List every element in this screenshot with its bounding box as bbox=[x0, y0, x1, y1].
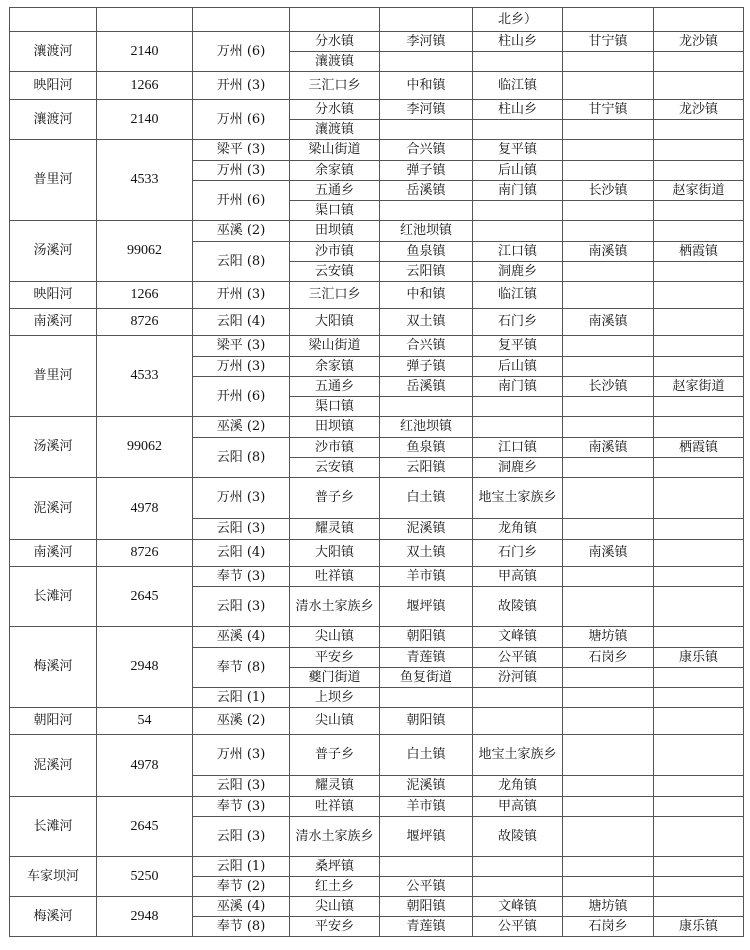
town-cell bbox=[563, 478, 654, 519]
town-cell bbox=[563, 587, 654, 627]
town-cell: 吐祥镇 bbox=[290, 567, 380, 587]
town-cell: 吐祥镇 bbox=[290, 797, 380, 817]
river-name-cell: 汤溪河 bbox=[10, 417, 97, 478]
county-cell: 万州 (6) bbox=[193, 100, 290, 140]
town-cell bbox=[473, 857, 563, 877]
county-cell: 云阳 (3) bbox=[193, 817, 290, 857]
town-cell bbox=[654, 140, 744, 161]
town-cell bbox=[473, 417, 563, 438]
town-cell: 合兴镇 bbox=[380, 140, 473, 161]
town-cell: 泥溪镇 bbox=[380, 519, 473, 540]
town-cell bbox=[654, 221, 744, 242]
town-cell: 复平镇 bbox=[473, 140, 563, 161]
town-cell: 平安乡 bbox=[290, 917, 380, 937]
town-cell: 洞鹿乡 bbox=[473, 458, 563, 478]
town-cell: 文峰镇 bbox=[473, 897, 563, 917]
county-cell: 云阳 (8) bbox=[193, 438, 290, 478]
table-row bbox=[10, 309, 744, 336]
table-row bbox=[10, 72, 744, 100]
county-cell: 奉节 (3) bbox=[193, 567, 290, 587]
town-cell: 瀼渡镇 bbox=[290, 52, 380, 72]
town-cell: 复平镇 bbox=[473, 336, 563, 357]
basin-area-cell: 54 bbox=[97, 708, 193, 735]
table-row bbox=[10, 478, 744, 519]
basin-area-cell: 4978 bbox=[97, 478, 193, 540]
town-cell: 双土镇 bbox=[380, 309, 473, 336]
county-cell: 奉节 (2) bbox=[193, 877, 290, 897]
river-name-cell: 普里河 bbox=[10, 336, 97, 417]
basin-area-cell: 2140 bbox=[97, 32, 193, 72]
town-cell: 朝阳镇 bbox=[380, 708, 473, 735]
county-cell: 开州 (3) bbox=[193, 72, 290, 100]
county-cell: 梁平 (3) bbox=[193, 336, 290, 357]
town-cell bbox=[380, 201, 473, 221]
town-cell bbox=[654, 478, 744, 519]
river-name-cell: 汤溪河 bbox=[10, 221, 97, 282]
town-cell: 故陵镇 bbox=[473, 587, 563, 627]
town-cell bbox=[563, 857, 654, 877]
town-cell: 分水镇 bbox=[290, 32, 380, 52]
town-cell bbox=[473, 708, 563, 735]
town-cell: 中和镇 bbox=[380, 72, 473, 100]
town-cell: 北乡） bbox=[473, 8, 563, 32]
town-cell: 石岗乡 bbox=[563, 917, 654, 937]
town-cell: 双土镇 bbox=[380, 540, 473, 567]
county-cell: 万州 (3) bbox=[193, 478, 290, 519]
river-name-cell: 瀼渡河 bbox=[10, 32, 97, 72]
town-cell: 江口镇 bbox=[473, 438, 563, 458]
town-cell: 故陵镇 bbox=[473, 817, 563, 857]
town-cell: 瀼渡镇 bbox=[290, 120, 380, 140]
river-name-cell: 长滩河 bbox=[10, 567, 97, 627]
town-cell bbox=[563, 52, 654, 72]
town-cell: 鱼泉镇 bbox=[380, 438, 473, 458]
county-cell: 万州 (3) bbox=[193, 735, 290, 776]
town-cell: 泥溪镇 bbox=[380, 776, 473, 797]
town-cell bbox=[563, 817, 654, 857]
river-name-cell: 泥溪河 bbox=[10, 478, 97, 540]
county-cell: 巫溪 (2) bbox=[193, 221, 290, 242]
town-cell: 尖山镇 bbox=[290, 897, 380, 917]
town-cell: 大阳镇 bbox=[290, 309, 380, 336]
town-cell bbox=[563, 567, 654, 587]
town-cell bbox=[380, 120, 473, 140]
river-name-cell: 映阳河 bbox=[10, 282, 97, 309]
county-cell: 云阳 (3) bbox=[193, 519, 290, 540]
town-cell bbox=[563, 221, 654, 242]
town-cell: 清水土家族乡 bbox=[290, 587, 380, 627]
town-cell: 夔门街道 bbox=[290, 668, 380, 688]
town-cell bbox=[654, 161, 744, 181]
town-cell bbox=[563, 877, 654, 897]
town-cell: 李河镇 bbox=[380, 32, 473, 52]
town-cell bbox=[654, 282, 744, 309]
town-cell bbox=[380, 52, 473, 72]
town-cell: 塘坊镇 bbox=[563, 897, 654, 917]
table-row bbox=[10, 140, 744, 161]
town-cell: 后山镇 bbox=[473, 357, 563, 377]
basin-area-cell: 2645 bbox=[97, 797, 193, 857]
town-cell bbox=[654, 587, 744, 627]
town-cell bbox=[563, 735, 654, 776]
town-cell: 五通乡 bbox=[290, 377, 380, 397]
county-cell: 云阳 (1) bbox=[193, 688, 290, 708]
town-cell bbox=[563, 357, 654, 377]
table-row bbox=[10, 735, 744, 776]
county-cell: 云阳 (1) bbox=[193, 857, 290, 877]
town-cell bbox=[654, 201, 744, 221]
town-cell: 公平镇 bbox=[380, 877, 473, 897]
basin-area-cell: 2948 bbox=[97, 627, 193, 708]
town-cell bbox=[654, 8, 744, 32]
town-cell bbox=[563, 8, 654, 32]
town-cell: 云阳镇 bbox=[380, 262, 473, 282]
town-cell bbox=[654, 540, 744, 567]
town-cell: 后山镇 bbox=[473, 161, 563, 181]
town-cell bbox=[654, 567, 744, 587]
town-cell: 余家镇 bbox=[290, 357, 380, 377]
town-cell: 洞鹿乡 bbox=[473, 262, 563, 282]
river-name-cell: 梅溪河 bbox=[10, 897, 97, 937]
town-cell bbox=[380, 857, 473, 877]
table-row bbox=[10, 897, 744, 917]
town-cell bbox=[473, 120, 563, 140]
river-name-cell: 映阳河 bbox=[10, 72, 97, 100]
town-cell bbox=[563, 519, 654, 540]
town-cell: 文峰镇 bbox=[473, 627, 563, 648]
river-name-cell: 南溪河 bbox=[10, 540, 97, 567]
town-cell bbox=[563, 708, 654, 735]
town-cell: 平安乡 bbox=[290, 648, 380, 668]
town-cell bbox=[563, 161, 654, 181]
town-cell: 南溪镇 bbox=[563, 242, 654, 262]
town-cell bbox=[380, 688, 473, 708]
town-cell: 红池坝镇 bbox=[380, 221, 473, 242]
county-cell: 开州 (3) bbox=[193, 282, 290, 309]
town-cell: 普子乡 bbox=[290, 735, 380, 776]
town-cell bbox=[654, 336, 744, 357]
town-cell: 龙沙镇 bbox=[654, 32, 744, 52]
town-cell bbox=[654, 120, 744, 140]
town-cell: 岳溪镇 bbox=[380, 377, 473, 397]
town-cell: 云安镇 bbox=[290, 262, 380, 282]
town-cell: 羊市镇 bbox=[380, 797, 473, 817]
table-row bbox=[10, 221, 744, 242]
town-cell bbox=[654, 897, 744, 917]
town-cell: 白土镇 bbox=[380, 735, 473, 776]
county-cell: 奉节 (3) bbox=[193, 797, 290, 817]
river-name-cell: 朝阳河 bbox=[10, 708, 97, 735]
town-cell bbox=[654, 735, 744, 776]
town-cell: 堰坪镇 bbox=[380, 587, 473, 627]
county-cell: 云阳 (3) bbox=[193, 776, 290, 797]
river-name-cell bbox=[10, 8, 97, 32]
town-cell: 地宝土家族乡 bbox=[473, 735, 563, 776]
town-cell: 龙角镇 bbox=[473, 776, 563, 797]
table-body bbox=[10, 8, 744, 937]
table-row bbox=[10, 708, 744, 735]
town-cell: 石门乡 bbox=[473, 309, 563, 336]
town-cell: 梁山街道 bbox=[290, 336, 380, 357]
town-cell: 汾河镇 bbox=[473, 668, 563, 688]
town-cell bbox=[654, 309, 744, 336]
county-cell: 梁平 (3) bbox=[193, 140, 290, 161]
town-cell: 耀灵镇 bbox=[290, 519, 380, 540]
basin-area-cell: 4533 bbox=[97, 140, 193, 221]
town-cell: 地宝土家族乡 bbox=[473, 478, 563, 519]
basin-area-cell bbox=[97, 8, 193, 32]
town-cell: 上坝乡 bbox=[290, 688, 380, 708]
town-cell: 尖山镇 bbox=[290, 627, 380, 648]
county-cell: 巫溪 (2) bbox=[193, 417, 290, 438]
town-cell bbox=[654, 627, 744, 648]
town-cell: 尖山镇 bbox=[290, 708, 380, 735]
county-cell: 万州 (3) bbox=[193, 161, 290, 181]
town-cell bbox=[654, 776, 744, 797]
county-cell: 云阳 (4) bbox=[193, 309, 290, 336]
table-row bbox=[10, 417, 744, 438]
town-cell: 红土乡 bbox=[290, 877, 380, 897]
table-row bbox=[10, 540, 744, 567]
town-cell: 堰坪镇 bbox=[380, 817, 473, 857]
town-cell: 龙沙镇 bbox=[654, 100, 744, 120]
town-cell: 清水土家族乡 bbox=[290, 817, 380, 857]
town-cell: 公平镇 bbox=[473, 917, 563, 937]
town-cell: 岳溪镇 bbox=[380, 181, 473, 201]
table-row bbox=[10, 32, 744, 52]
town-cell: 渠口镇 bbox=[290, 397, 380, 417]
town-cell bbox=[563, 397, 654, 417]
table-row bbox=[10, 336, 744, 357]
town-cell bbox=[654, 72, 744, 100]
table-row bbox=[10, 100, 744, 120]
river-name-cell: 泥溪河 bbox=[10, 735, 97, 797]
town-cell bbox=[654, 519, 744, 540]
town-cell bbox=[473, 397, 563, 417]
town-cell bbox=[654, 668, 744, 688]
town-cell: 渠口镇 bbox=[290, 201, 380, 221]
table-row bbox=[10, 797, 744, 817]
town-cell: 合兴镇 bbox=[380, 336, 473, 357]
county-cell bbox=[193, 8, 290, 32]
town-cell: 白土镇 bbox=[380, 478, 473, 519]
town-cell bbox=[473, 201, 563, 221]
town-cell: 甲高镇 bbox=[473, 797, 563, 817]
town-cell bbox=[290, 8, 380, 32]
town-cell: 栖霞镇 bbox=[654, 242, 744, 262]
town-cell: 塘坊镇 bbox=[563, 627, 654, 648]
town-cell: 余家镇 bbox=[290, 161, 380, 181]
county-cell: 巫溪 (4) bbox=[193, 627, 290, 648]
river-name-cell: 普里河 bbox=[10, 140, 97, 221]
town-cell: 李河镇 bbox=[380, 100, 473, 120]
basin-area-cell: 99062 bbox=[97, 417, 193, 478]
river-name-cell: 长滩河 bbox=[10, 797, 97, 857]
town-cell bbox=[380, 397, 473, 417]
town-cell: 耀灵镇 bbox=[290, 776, 380, 797]
town-cell: 鱼泉镇 bbox=[380, 242, 473, 262]
town-cell: 五通乡 bbox=[290, 181, 380, 201]
river-name-cell: 梅溪河 bbox=[10, 627, 97, 708]
town-cell: 朝阳镇 bbox=[380, 627, 473, 648]
town-cell: 沙市镇 bbox=[290, 438, 380, 458]
town-cell bbox=[654, 708, 744, 735]
town-cell bbox=[654, 52, 744, 72]
town-cell bbox=[563, 688, 654, 708]
town-cell bbox=[563, 797, 654, 817]
town-cell: 分水镇 bbox=[290, 100, 380, 120]
basin-area-cell: 4533 bbox=[97, 336, 193, 417]
town-cell bbox=[563, 282, 654, 309]
town-cell bbox=[654, 262, 744, 282]
town-cell: 三汇口乡 bbox=[290, 282, 380, 309]
river-town-table bbox=[9, 7, 744, 937]
town-cell: 南门镇 bbox=[473, 377, 563, 397]
basin-area-cell: 4978 bbox=[97, 735, 193, 797]
town-cell bbox=[563, 201, 654, 221]
town-cell: 南溪镇 bbox=[563, 540, 654, 567]
town-cell: 临江镇 bbox=[473, 72, 563, 100]
town-cell bbox=[654, 877, 744, 897]
town-cell: 弹子镇 bbox=[380, 161, 473, 181]
town-cell: 甘宁镇 bbox=[563, 32, 654, 52]
basin-area-cell: 5250 bbox=[97, 857, 193, 897]
basin-area-cell: 8726 bbox=[97, 540, 193, 567]
town-cell bbox=[563, 458, 654, 478]
table-row bbox=[10, 627, 744, 648]
basin-area-cell: 1266 bbox=[97, 72, 193, 100]
river-name-cell: 车家坝河 bbox=[10, 857, 97, 897]
table-row bbox=[10, 8, 744, 32]
town-cell: 普子乡 bbox=[290, 478, 380, 519]
town-cell: 中和镇 bbox=[380, 282, 473, 309]
town-cell bbox=[563, 336, 654, 357]
town-cell bbox=[563, 262, 654, 282]
town-cell bbox=[654, 458, 744, 478]
basin-area-cell: 2645 bbox=[97, 567, 193, 627]
basin-area-cell: 2948 bbox=[97, 897, 193, 937]
county-cell: 奉节 (8) bbox=[193, 648, 290, 688]
county-cell: 开州 (6) bbox=[193, 377, 290, 417]
county-cell: 云阳 (8) bbox=[193, 242, 290, 282]
town-cell: 云安镇 bbox=[290, 458, 380, 478]
town-cell bbox=[654, 417, 744, 438]
town-cell: 云阳镇 bbox=[380, 458, 473, 478]
county-cell: 巫溪 (4) bbox=[193, 897, 290, 917]
river-name-cell: 瀼渡河 bbox=[10, 100, 97, 140]
town-cell: 长沙镇 bbox=[563, 377, 654, 397]
town-cell: 田坝镇 bbox=[290, 417, 380, 438]
town-cell bbox=[473, 877, 563, 897]
town-cell bbox=[563, 776, 654, 797]
town-cell bbox=[563, 140, 654, 161]
town-cell: 江口镇 bbox=[473, 242, 563, 262]
table-row bbox=[10, 567, 744, 587]
town-cell: 青莲镇 bbox=[380, 648, 473, 668]
town-cell: 赵家街道 bbox=[654, 181, 744, 201]
basin-area-cell: 2140 bbox=[97, 100, 193, 140]
town-cell bbox=[473, 688, 563, 708]
town-cell bbox=[563, 668, 654, 688]
town-cell: 石岗乡 bbox=[563, 648, 654, 668]
table-row bbox=[10, 857, 744, 877]
river-name-cell: 南溪河 bbox=[10, 309, 97, 336]
county-cell: 云阳 (3) bbox=[193, 587, 290, 627]
county-cell: 万州 (3) bbox=[193, 357, 290, 377]
town-cell: 龙角镇 bbox=[473, 519, 563, 540]
town-cell: 长沙镇 bbox=[563, 181, 654, 201]
town-cell: 柱山乡 bbox=[473, 100, 563, 120]
town-cell: 羊市镇 bbox=[380, 567, 473, 587]
town-cell: 沙市镇 bbox=[290, 242, 380, 262]
town-cell: 南溪镇 bbox=[563, 309, 654, 336]
town-cell bbox=[654, 797, 744, 817]
town-cell bbox=[654, 817, 744, 857]
town-cell bbox=[563, 72, 654, 100]
town-cell: 南门镇 bbox=[473, 181, 563, 201]
town-cell: 甲高镇 bbox=[473, 567, 563, 587]
town-cell: 朝阳镇 bbox=[380, 897, 473, 917]
town-cell: 弹子镇 bbox=[380, 357, 473, 377]
county-cell: 巫溪 (2) bbox=[193, 708, 290, 735]
town-cell: 大阳镇 bbox=[290, 540, 380, 567]
town-cell: 三汇口乡 bbox=[290, 72, 380, 100]
town-cell: 红池坝镇 bbox=[380, 417, 473, 438]
town-cell bbox=[654, 357, 744, 377]
town-cell: 青莲镇 bbox=[380, 917, 473, 937]
town-cell bbox=[380, 8, 473, 32]
town-cell bbox=[563, 417, 654, 438]
town-cell: 鱼复街道 bbox=[380, 668, 473, 688]
town-cell: 康乐镇 bbox=[654, 648, 744, 668]
town-cell: 甘宁镇 bbox=[563, 100, 654, 120]
town-cell bbox=[563, 120, 654, 140]
county-cell: 万州 (6) bbox=[193, 32, 290, 72]
town-cell: 临江镇 bbox=[473, 282, 563, 309]
town-cell bbox=[473, 221, 563, 242]
table-row bbox=[10, 282, 744, 309]
town-cell: 栖霞镇 bbox=[654, 438, 744, 458]
town-cell: 康乐镇 bbox=[654, 917, 744, 937]
town-cell: 赵家街道 bbox=[654, 377, 744, 397]
town-cell bbox=[654, 857, 744, 877]
county-cell: 奉节 (8) bbox=[193, 917, 290, 937]
town-cell bbox=[654, 688, 744, 708]
town-cell bbox=[473, 52, 563, 72]
town-cell: 柱山乡 bbox=[473, 32, 563, 52]
town-cell: 桑坪镇 bbox=[290, 857, 380, 877]
town-cell: 公平镇 bbox=[473, 648, 563, 668]
basin-area-cell: 8726 bbox=[97, 309, 193, 336]
town-cell bbox=[654, 397, 744, 417]
basin-area-cell: 99062 bbox=[97, 221, 193, 282]
town-cell: 梁山街道 bbox=[290, 140, 380, 161]
basin-area-cell: 1266 bbox=[97, 282, 193, 309]
town-cell: 南溪镇 bbox=[563, 438, 654, 458]
town-cell: 田坝镇 bbox=[290, 221, 380, 242]
county-cell: 开州 (6) bbox=[193, 181, 290, 221]
county-cell: 云阳 (4) bbox=[193, 540, 290, 567]
town-cell: 石门乡 bbox=[473, 540, 563, 567]
